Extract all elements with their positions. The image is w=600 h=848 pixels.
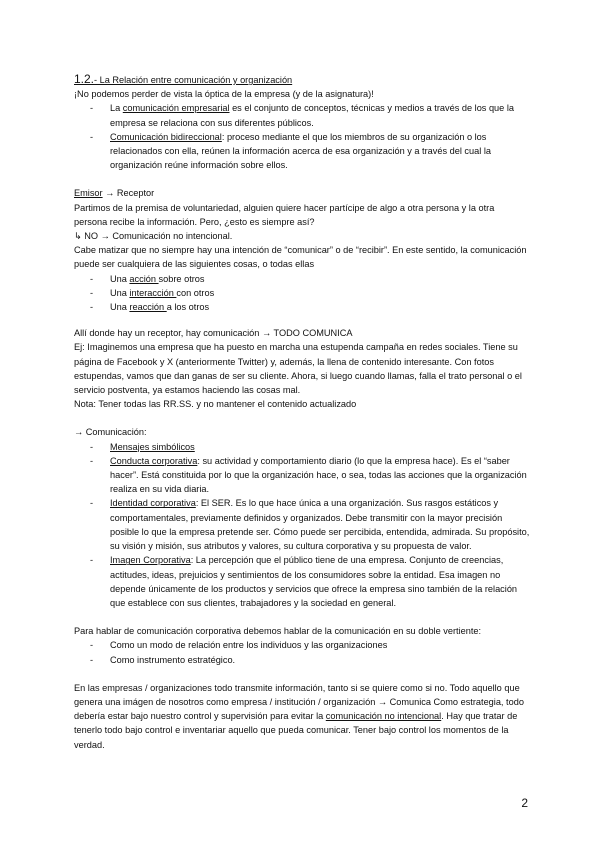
- document-page: [74, 72, 530, 752]
- paragraph: ↳ NO → Comunicación no intencional.: [74, 231, 233, 242]
- section-title: - La Relación entre comunicación y organización: [94, 75, 293, 85]
- list-item: - La comunicación empresarial es el conjunto de conceptos, técnicas y medios a través de los que la empresa se relaciona con sus diferentes públicos.: [74, 101, 530, 129]
- paragraph: Cabe matizar que no siempre hay una intención de “comunicar” o de “recibir”. En este sentido, la comunicación puede ser cualquiera de las siguientes cosas, o todas ellas: [74, 245, 527, 270]
- emisor-heading: Emisor → Receptor: [74, 188, 155, 199]
- comunicacion-list: [74, 440, 530, 610]
- page-number: 2: [521, 796, 528, 810]
- paragraph: Partimos de la premisa de voluntariedad, alguien quiere hacer partícipe de algo a otra persona y la otra persona recibe la información. Pero, ¿esto es siempre así?: [74, 202, 495, 227]
- section-number: 1.2.: [74, 72, 95, 86]
- definitions-list: [74, 101, 530, 172]
- list-item: - Una reacción a los otros: [74, 300, 530, 314]
- section-intro: ¡No podemos perder de vista la óptica de la empresa (y de la asignatura)!: [74, 89, 374, 100]
- comunicacion-heading: → Comunicación:: [74, 427, 147, 438]
- list-item: - Una interacción con otros: [74, 286, 530, 300]
- final-paragraph: En las empresas / organizaciones todo transmite información, tanto si se quiere como si no. Todo aquello que genera una imágen de nosotros como empresa / institución / organización → Comunica Como estrategia, todo debería estar bajo nuestro control y supervisión para evitar la comunicación no intencional. Hay que tratar de tenerlo todo bajo control e inventariar aquello que pueda comunicar. Tener bajo control los momentos de la verdad.: [74, 682, 524, 750]
- list-item: - Una acción sobre otros: [74, 272, 530, 286]
- term: comunicación empresarial: [122, 103, 230, 114]
- list-item: - Comunicación bidireccional: proceso mediante el que los miembros de su organización o los relacionados con ella, reúnen la información acerca de esa organización y a través del cual la organización reúne información sobre ellos.: [74, 130, 530, 173]
- list-item: - Imagen Corporativa: La percepción que el público tiene de una empresa. Conjunto de creencias, actitudes, ideas, prejuicios y sentimientos de los consumidores sobre la entidad. Esa imagen no depende únicamente de los productos y servicios que ofrece la empresa sino también de la relación que establece con sus clientes, trabajadores y la sociedad en general.: [74, 553, 530, 610]
- example-paragraph: Ej: Imaginemos una empresa que ha puesto en marcha una estupenda campaña en redes sociales. Tiene su página de Facebook y X (anteriormente Twitter) y, además, la llena de contenido interesante. Con fotos estupendas, vamos que dan ganas de ser su cliente. Ahora, si luego cuando llamas, falla el trato personal o el servicio postventa, ya estamos haciendo las cosas mal.: [74, 342, 522, 396]
- list-item: - Como un modo de relación entre los individuos y las organizaciones: [74, 638, 530, 652]
- list-item: - Mensajes simbólicos: [74, 440, 530, 454]
- list-item: - Conducta corporativa: su actividad y comportamiento diario (lo que la empresa hace). Es el “saber hacer”. Está constituida por lo que la organización hace, o sea, todas las acciones que la organización realiza en su vida diaria.: [74, 454, 530, 497]
- paragraph: Para hablar de comunicación corporativa debemos hablar de la comunicación en su doble vertiente:: [74, 626, 482, 637]
- communication-forms-list: [74, 272, 530, 315]
- list-item: - Como instrumento estratégico.: [74, 653, 530, 667]
- paragraph: Allí donde hay un receptor, hay comunicación → TODO COMUNICA: [74, 328, 353, 339]
- vertiente-list: [74, 638, 530, 666]
- note-paragraph: Nota: Tener todas las RR.SS. y no mantener el contenido actualizado: [74, 399, 357, 410]
- list-item: - Identidad corporativa: El SER. Es lo que hace única a una organización. Sus rasgos estáticos y comportamentales, previamente definidos y organizados. Debe transmitir con la mayor precisión posible lo que la empresa pretende ser. Cómo puede ser percibida, entendida, admirada. Su propósito, su visión y misión, sus atributos y valores, su cultura corporativa y su propuesta de valor.: [74, 496, 530, 553]
- term: Comunicación bidireccional: [110, 131, 222, 142]
- section-heading: [74, 72, 530, 87]
